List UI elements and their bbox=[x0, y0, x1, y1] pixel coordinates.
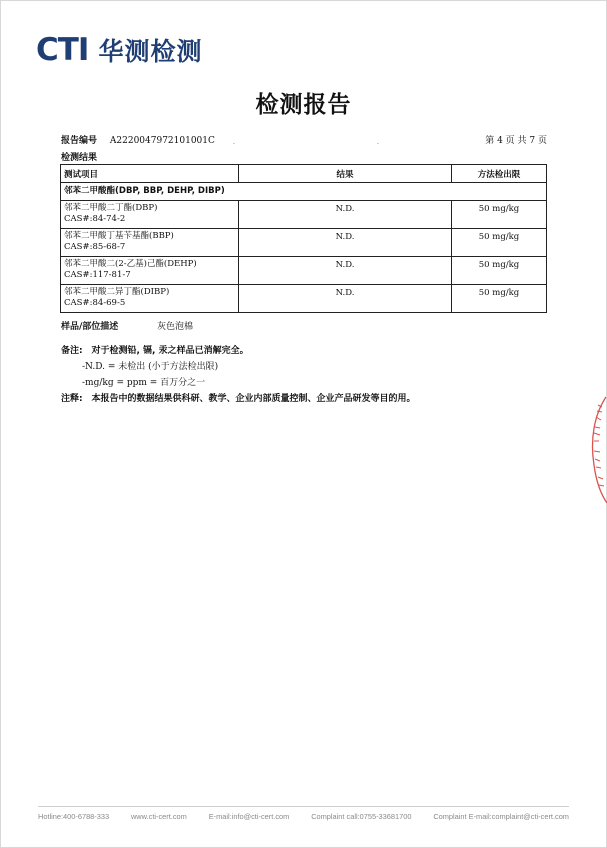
cell-item bbox=[61, 229, 239, 257]
remarks-line bbox=[61, 343, 416, 359]
header-method-limit: 方法检出限 bbox=[452, 165, 547, 183]
cell-item bbox=[61, 285, 239, 313]
item-name: 邻苯二甲酸二(2-乙基)己酯(DEHP) bbox=[64, 259, 197, 269]
scan-dot: . bbox=[233, 139, 235, 146]
item-cas: CAS#:117-81-7 bbox=[64, 270, 131, 280]
report-number-value: A2220047972101001C bbox=[109, 136, 215, 146]
remarks-unit-definition: -mg/kg = ppm = 百万分之一 bbox=[82, 378, 206, 388]
remarks-label: 备注: bbox=[61, 346, 83, 356]
table-row bbox=[61, 229, 547, 257]
note-text: 本报告中的数据结果供科研、教学、企业内部质量控制、企业产品研发等目的用。 bbox=[91, 394, 416, 404]
note-line bbox=[61, 391, 416, 407]
sample-description-label: 样品/部位描述 bbox=[61, 322, 119, 332]
group-row bbox=[61, 183, 547, 201]
footer-email: E-mail:info@cti-cert.com bbox=[208, 812, 290, 821]
logo-latin-text: CTI bbox=[36, 32, 89, 68]
group-title: 邻苯二甲酸酯(DBP, BBP, DEHP, DIBP) bbox=[61, 183, 547, 201]
section-label-results: 检测结果 bbox=[61, 153, 98, 163]
cell-result: N.D. bbox=[239, 285, 452, 313]
cell-result: N.D. bbox=[239, 201, 452, 229]
logo-chinese-text: 华测检测 bbox=[98, 37, 203, 66]
results-table bbox=[60, 164, 547, 313]
table-row bbox=[61, 257, 547, 285]
item-name: 邻苯二甲酸丁基苄基酯(BBP) bbox=[64, 231, 174, 241]
footer-divider bbox=[38, 806, 569, 807]
cell-result: N.D. bbox=[239, 229, 452, 257]
report-title: 检测报告 bbox=[255, 92, 352, 118]
remarks-text: 对于检测铅, 镉, 汞之样品已消解完全。 bbox=[91, 346, 249, 356]
item-name: 邻苯二甲酸二异丁酯(DIBP) bbox=[64, 287, 170, 297]
remarks-block bbox=[61, 343, 416, 407]
header-result: 结果 bbox=[239, 165, 452, 183]
page-info: 第 4 页 共 7 页 bbox=[485, 136, 547, 146]
cell-method-limit: 50 mg/kg bbox=[452, 229, 547, 257]
remarks-nd-definition: -N.D. = 未检出 (小于方法检出限) bbox=[82, 362, 219, 372]
cell-item bbox=[61, 201, 239, 229]
red-seal-stamp bbox=[586, 395, 607, 505]
cell-result: N.D. bbox=[239, 257, 452, 285]
item-cas: CAS#:85-68-7 bbox=[64, 242, 126, 252]
footer-hotline: Hotline:400-6788-333 bbox=[38, 812, 110, 821]
cell-item bbox=[61, 257, 239, 285]
table-row bbox=[61, 201, 547, 229]
sample-description bbox=[61, 319, 193, 332]
footer-complaint-email: Complaint E-mail:complaint@cti-cert.com bbox=[433, 812, 569, 821]
scan-dot: . bbox=[377, 139, 379, 146]
table-row bbox=[61, 285, 547, 313]
note-label: 注释: bbox=[61, 394, 83, 404]
report-number-label: 报告编号 bbox=[61, 136, 98, 146]
footer-complaint-call: Complaint call:0755-33681700 bbox=[311, 812, 412, 821]
table-header-row bbox=[61, 165, 547, 183]
report-number bbox=[61, 133, 215, 146]
page-footer bbox=[38, 812, 569, 821]
item-name: 邻苯二甲酸二丁酯(DBP) bbox=[64, 203, 158, 213]
cell-method-limit: 50 mg/kg bbox=[452, 285, 547, 313]
cell-method-limit: 50 mg/kg bbox=[452, 257, 547, 285]
footer-website: www.cti-cert.com bbox=[130, 812, 187, 821]
item-cas: CAS#:84-74-2 bbox=[64, 214, 126, 224]
cti-logo bbox=[36, 32, 202, 68]
header-test-item: 测试项目 bbox=[61, 165, 239, 183]
sample-description-value: 灰色泡棉 bbox=[157, 322, 194, 332]
report-meta bbox=[61, 133, 547, 146]
cell-method-limit: 50 mg/kg bbox=[452, 201, 547, 229]
item-cas: CAS#:84-69-5 bbox=[64, 298, 126, 308]
